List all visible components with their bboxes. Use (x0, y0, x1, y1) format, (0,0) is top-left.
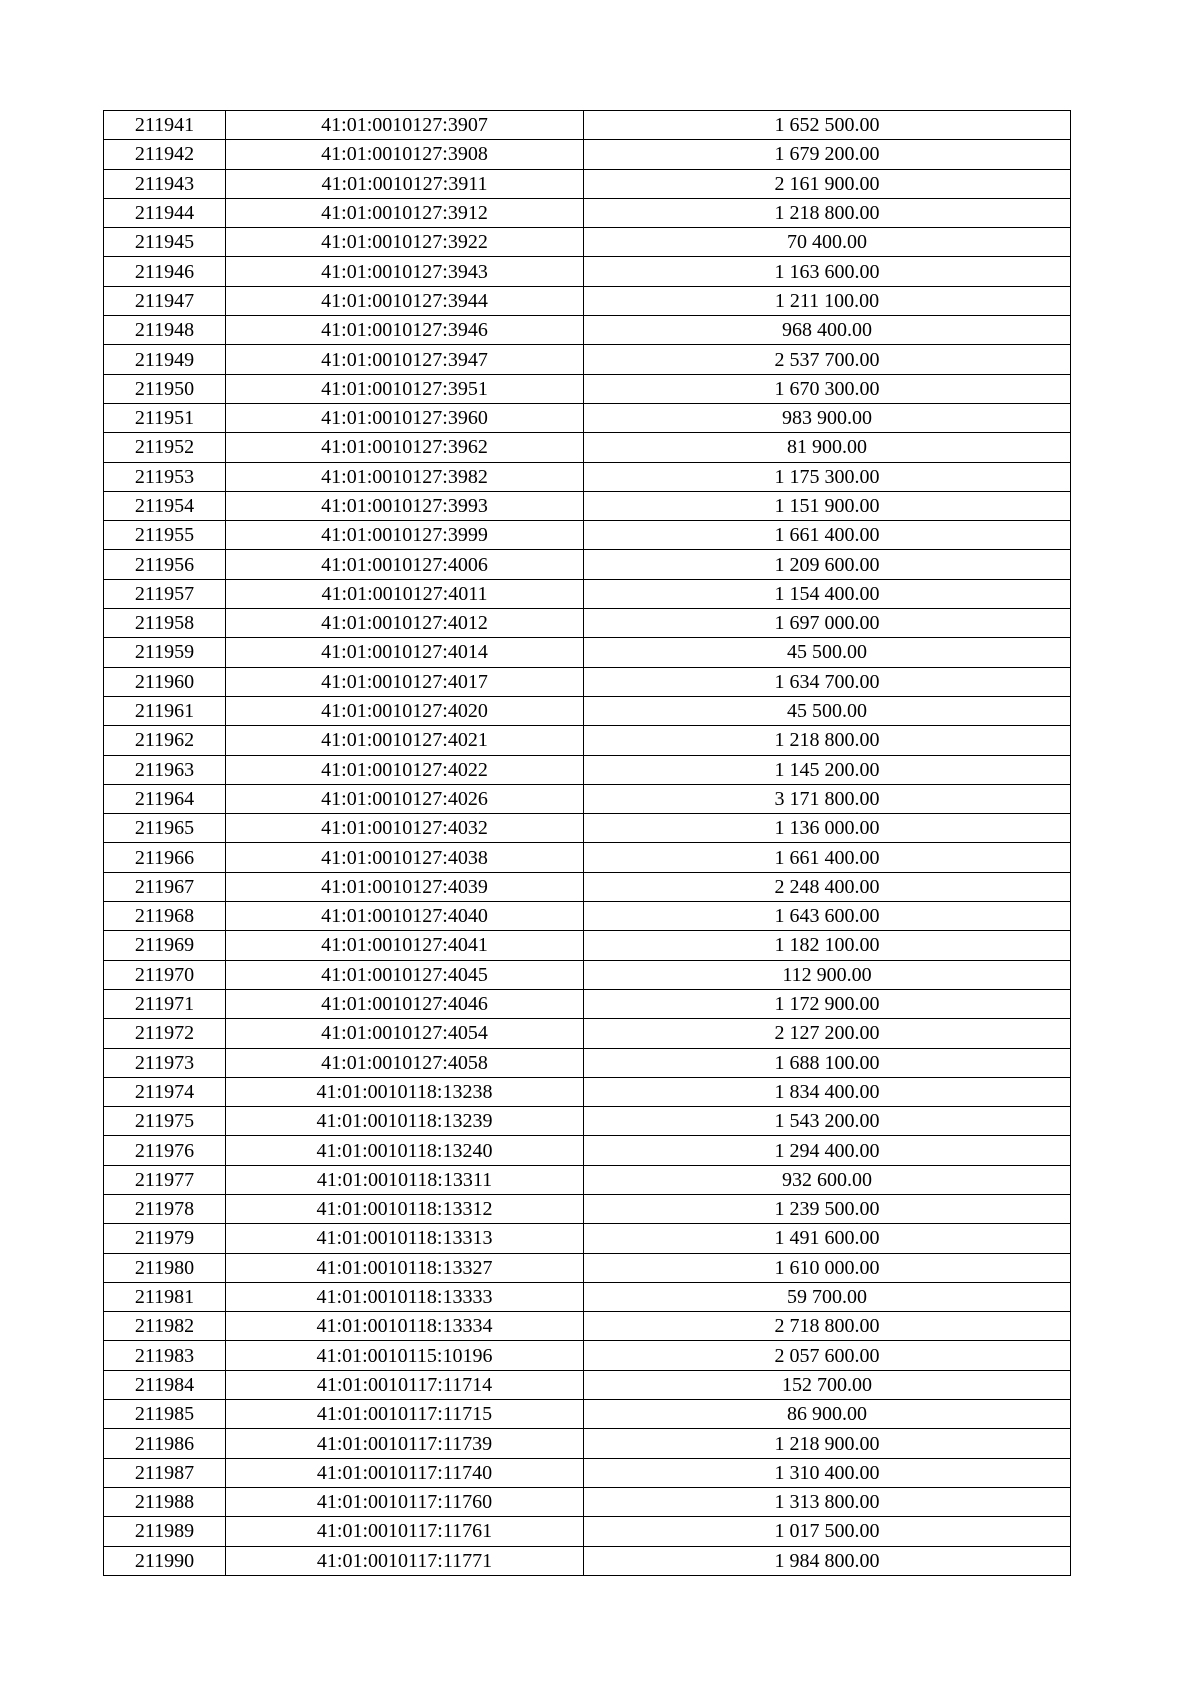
row-number-cell: 211990 (104, 1546, 226, 1575)
table-row (104, 140, 1071, 169)
table-row (104, 403, 1071, 432)
table-row (104, 550, 1071, 579)
row-number-cell: 211955 (104, 521, 226, 550)
value-cell: 112 900.00 (584, 960, 1071, 989)
row-number-cell: 211944 (104, 198, 226, 227)
row-number-cell: 211959 (104, 638, 226, 667)
table-row (104, 1019, 1071, 1048)
value-cell: 1 313 800.00 (584, 1487, 1071, 1516)
value-cell: 59 700.00 (584, 1282, 1071, 1311)
row-number-cell: 211947 (104, 286, 226, 315)
cadastral-number-cell: 41:01:0010127:3911 (226, 169, 584, 198)
value-cell: 1 154 400.00 (584, 579, 1071, 608)
cadastral-number-cell: 41:01:0010127:4020 (226, 696, 584, 725)
value-cell: 1 661 400.00 (584, 843, 1071, 872)
cadastral-number-cell: 41:01:0010118:13312 (226, 1194, 584, 1223)
value-cell: 1 017 500.00 (584, 1517, 1071, 1546)
table-row (104, 1546, 1071, 1575)
value-cell: 1 218 800.00 (584, 726, 1071, 755)
cadastral-number-cell: 41:01:0010127:4054 (226, 1019, 584, 1048)
cadastral-number-cell: 41:01:0010127:3907 (226, 111, 584, 140)
value-cell: 45 500.00 (584, 696, 1071, 725)
row-number-cell: 211952 (104, 433, 226, 462)
row-number-cell: 211977 (104, 1165, 226, 1194)
value-cell: 1 661 400.00 (584, 521, 1071, 550)
value-cell: 2 161 900.00 (584, 169, 1071, 198)
cadastral-number-cell: 41:01:0010127:3993 (226, 491, 584, 520)
cadastral-number-cell: 41:01:0010127:3960 (226, 403, 584, 432)
cadastral-number-cell: 41:01:0010127:3951 (226, 374, 584, 403)
row-number-cell: 211980 (104, 1253, 226, 1282)
table-row (104, 1312, 1071, 1341)
cadastral-number-cell: 41:01:0010118:13240 (226, 1136, 584, 1165)
cadastral-number-cell: 41:01:0010127:3922 (226, 228, 584, 257)
table-row (104, 843, 1071, 872)
cadastral-number-cell: 41:01:0010127:3946 (226, 316, 584, 345)
table-row (104, 462, 1071, 491)
cadastral-number-cell: 41:01:0010127:4012 (226, 609, 584, 638)
table-row (104, 198, 1071, 227)
value-cell: 2 248 400.00 (584, 872, 1071, 901)
table-row (104, 1224, 1071, 1253)
cadastral-number-cell: 41:01:0010118:13313 (226, 1224, 584, 1253)
cadastral-number-cell: 41:01:0010127:4014 (226, 638, 584, 667)
row-number-cell: 211951 (104, 403, 226, 432)
value-cell: 1 151 900.00 (584, 491, 1071, 520)
row-number-cell: 211971 (104, 989, 226, 1018)
table-row (104, 433, 1071, 462)
value-cell: 1 145 200.00 (584, 755, 1071, 784)
table-row (104, 667, 1071, 696)
cadastral-number-cell: 41:01:0010118:13334 (226, 1312, 584, 1341)
table-row (104, 1370, 1071, 1399)
row-number-cell: 211973 (104, 1048, 226, 1077)
table-row (104, 1136, 1071, 1165)
cadastral-number-cell: 41:01:0010127:4022 (226, 755, 584, 784)
table-row (104, 638, 1071, 667)
cadastral-number-cell: 41:01:0010127:4045 (226, 960, 584, 989)
value-cell: 1 834 400.00 (584, 1077, 1071, 1106)
cadastral-number-cell: 41:01:0010127:4039 (226, 872, 584, 901)
cadastral-number-cell: 41:01:0010117:11715 (226, 1400, 584, 1429)
value-cell: 1 163 600.00 (584, 257, 1071, 286)
row-number-cell: 211984 (104, 1370, 226, 1399)
value-cell: 1 239 500.00 (584, 1194, 1071, 1223)
value-cell: 932 600.00 (584, 1165, 1071, 1194)
row-number-cell: 211986 (104, 1429, 226, 1458)
row-number-cell: 211956 (104, 550, 226, 579)
row-number-cell: 211945 (104, 228, 226, 257)
row-number-cell: 211967 (104, 872, 226, 901)
row-number-cell: 211957 (104, 579, 226, 608)
table-row (104, 257, 1071, 286)
table-row (104, 989, 1071, 1018)
cadastral-number-cell: 41:01:0010127:4032 (226, 814, 584, 843)
value-cell: 70 400.00 (584, 228, 1071, 257)
row-number-cell: 211974 (104, 1077, 226, 1106)
cadastral-number-cell: 41:01:0010127:4038 (226, 843, 584, 872)
row-number-cell: 211953 (104, 462, 226, 491)
row-number-cell: 211941 (104, 111, 226, 140)
row-number-cell: 211981 (104, 1282, 226, 1311)
row-number-cell: 211949 (104, 345, 226, 374)
cadastral-number-cell: 41:01:0010127:4046 (226, 989, 584, 1018)
table-row (104, 345, 1071, 374)
cadastral-number-cell: 41:01:0010127:3947 (226, 345, 584, 374)
table-row (104, 814, 1071, 843)
cadastral-number-cell: 41:01:0010127:4058 (226, 1048, 584, 1077)
row-number-cell: 211975 (104, 1107, 226, 1136)
row-number-cell: 211988 (104, 1487, 226, 1516)
cadastral-number-cell: 41:01:0010127:4011 (226, 579, 584, 608)
cadastral-number-cell: 41:01:0010117:11760 (226, 1487, 584, 1516)
table-row (104, 696, 1071, 725)
row-number-cell: 211972 (104, 1019, 226, 1048)
row-number-cell: 211987 (104, 1458, 226, 1487)
cadastral-number-cell: 41:01:0010127:4040 (226, 902, 584, 931)
row-number-cell: 211958 (104, 609, 226, 638)
cadastral-number-cell: 41:01:0010127:4017 (226, 667, 584, 696)
row-number-cell: 211965 (104, 814, 226, 843)
table-row (104, 1194, 1071, 1223)
table-row (104, 374, 1071, 403)
value-cell: 81 900.00 (584, 433, 1071, 462)
cadastral-number-cell: 41:01:0010127:3999 (226, 521, 584, 550)
table-row (104, 1165, 1071, 1194)
table-row (104, 286, 1071, 315)
table-row (104, 1517, 1071, 1546)
table-row (104, 902, 1071, 931)
table-row (104, 491, 1071, 520)
table-row (104, 931, 1071, 960)
value-cell: 1 294 400.00 (584, 1136, 1071, 1165)
value-cell: 2 057 600.00 (584, 1341, 1071, 1370)
value-cell: 1 543 200.00 (584, 1107, 1071, 1136)
value-cell: 983 900.00 (584, 403, 1071, 432)
table-row (104, 784, 1071, 813)
table-row (104, 755, 1071, 784)
value-cell: 1 172 900.00 (584, 989, 1071, 1018)
value-cell: 2 127 200.00 (584, 1019, 1071, 1048)
value-cell: 152 700.00 (584, 1370, 1071, 1399)
row-number-cell: 211948 (104, 316, 226, 345)
row-number-cell: 211970 (104, 960, 226, 989)
row-number-cell: 211960 (104, 667, 226, 696)
row-number-cell: 211964 (104, 784, 226, 813)
row-number-cell: 211978 (104, 1194, 226, 1223)
value-cell: 1 652 500.00 (584, 111, 1071, 140)
table-row (104, 1107, 1071, 1136)
cadastral-number-cell: 41:01:0010127:4006 (226, 550, 584, 579)
table-row (104, 1487, 1071, 1516)
table-row (104, 169, 1071, 198)
cadastral-number-cell: 41:01:0010117:11771 (226, 1546, 584, 1575)
row-number-cell: 211946 (104, 257, 226, 286)
row-number-cell: 211963 (104, 755, 226, 784)
table-row (104, 960, 1071, 989)
value-cell: 1 610 000.00 (584, 1253, 1071, 1282)
value-cell: 45 500.00 (584, 638, 1071, 667)
cadastral-number-cell: 41:01:0010117:11761 (226, 1517, 584, 1546)
value-cell: 1 697 000.00 (584, 609, 1071, 638)
cadastral-number-cell: 41:01:0010117:11740 (226, 1458, 584, 1487)
value-cell: 3 171 800.00 (584, 784, 1071, 813)
cadastral-number-cell: 41:01:0010127:4021 (226, 726, 584, 755)
cadastral-number-cell: 41:01:0010118:13238 (226, 1077, 584, 1106)
cadastral-number-cell: 41:01:0010117:11739 (226, 1429, 584, 1458)
cadastral-number-cell: 41:01:0010118:13239 (226, 1107, 584, 1136)
row-number-cell: 211969 (104, 931, 226, 960)
value-cell: 2 718 800.00 (584, 1312, 1071, 1341)
value-cell: 1 491 600.00 (584, 1224, 1071, 1253)
row-number-cell: 211976 (104, 1136, 226, 1165)
row-number-cell: 211968 (104, 902, 226, 931)
row-number-cell: 211985 (104, 1400, 226, 1429)
row-number-cell: 211966 (104, 843, 226, 872)
table-row (104, 726, 1071, 755)
table-row (104, 521, 1071, 550)
cadastral-number-cell: 41:01:0010115:10196 (226, 1341, 584, 1370)
row-number-cell: 211950 (104, 374, 226, 403)
value-cell: 1 688 100.00 (584, 1048, 1071, 1077)
cadastral-number-cell: 41:01:0010127:3912 (226, 198, 584, 227)
table-body (104, 111, 1071, 1576)
value-cell: 1 211 100.00 (584, 286, 1071, 315)
cadastral-number-cell: 41:01:0010127:3962 (226, 433, 584, 462)
row-number-cell: 211943 (104, 169, 226, 198)
data-table (103, 110, 1071, 1576)
table-row (104, 111, 1071, 140)
table-row (104, 1253, 1071, 1282)
value-cell: 1 218 800.00 (584, 198, 1071, 227)
cadastral-number-cell: 41:01:0010127:4026 (226, 784, 584, 813)
value-cell: 1 218 900.00 (584, 1429, 1071, 1458)
row-number-cell: 211942 (104, 140, 226, 169)
cadastral-number-cell: 41:01:0010118:13333 (226, 1282, 584, 1311)
cadastral-number-cell: 41:01:0010118:13311 (226, 1165, 584, 1194)
table-row (104, 1341, 1071, 1370)
table-row (104, 228, 1071, 257)
value-cell: 1 634 700.00 (584, 667, 1071, 696)
value-cell: 2 537 700.00 (584, 345, 1071, 374)
row-number-cell: 211983 (104, 1341, 226, 1370)
value-cell: 1 136 000.00 (584, 814, 1071, 843)
table-row (104, 1400, 1071, 1429)
value-cell: 1 679 200.00 (584, 140, 1071, 169)
table-row (104, 872, 1071, 901)
cadastral-number-cell: 41:01:0010127:3908 (226, 140, 584, 169)
value-cell: 1 984 800.00 (584, 1546, 1071, 1575)
value-cell: 1 209 600.00 (584, 550, 1071, 579)
row-number-cell: 211989 (104, 1517, 226, 1546)
table-row (104, 316, 1071, 345)
value-cell: 1 643 600.00 (584, 902, 1071, 931)
cadastral-number-cell: 41:01:0010127:3944 (226, 286, 584, 315)
value-cell: 86 900.00 (584, 1400, 1071, 1429)
value-cell: 1 175 300.00 (584, 462, 1071, 491)
row-number-cell: 211954 (104, 491, 226, 520)
value-cell: 1 670 300.00 (584, 374, 1071, 403)
table-row (104, 1282, 1071, 1311)
value-cell: 1 182 100.00 (584, 931, 1071, 960)
cadastral-number-cell: 41:01:0010127:3982 (226, 462, 584, 491)
value-cell: 968 400.00 (584, 316, 1071, 345)
cadastral-number-cell: 41:01:0010127:3943 (226, 257, 584, 286)
cadastral-number-cell: 41:01:0010117:11714 (226, 1370, 584, 1399)
row-number-cell: 211982 (104, 1312, 226, 1341)
row-number-cell: 211962 (104, 726, 226, 755)
cadastral-number-cell: 41:01:0010127:4041 (226, 931, 584, 960)
table-row (104, 579, 1071, 608)
row-number-cell: 211979 (104, 1224, 226, 1253)
table-row (104, 1458, 1071, 1487)
table-row (104, 1048, 1071, 1077)
value-cell: 1 310 400.00 (584, 1458, 1071, 1487)
table-row (104, 1077, 1071, 1106)
table-row (104, 1429, 1071, 1458)
row-number-cell: 211961 (104, 696, 226, 725)
cadastral-number-cell: 41:01:0010118:13327 (226, 1253, 584, 1282)
table-row (104, 609, 1071, 638)
